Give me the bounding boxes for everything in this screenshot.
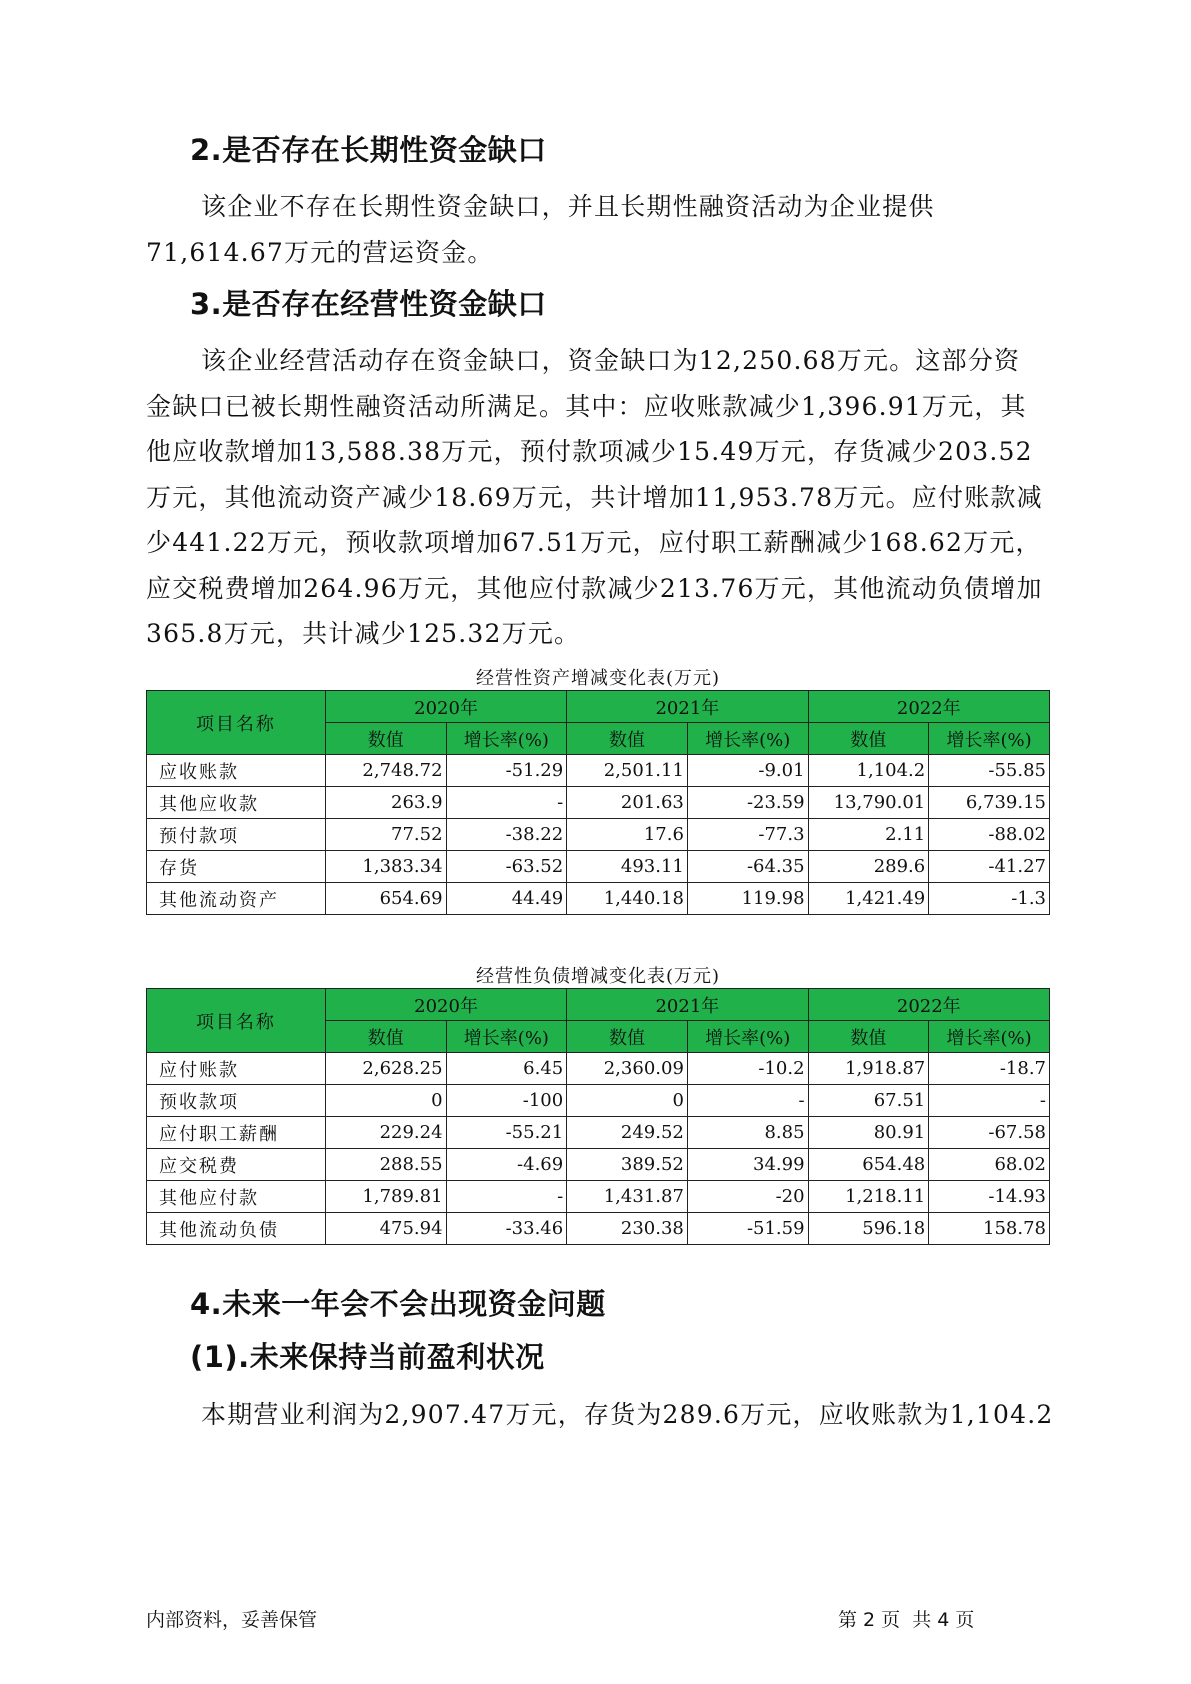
table-row	[147, 787, 1050, 819]
growth-rate-cell: -23.59	[687, 787, 808, 819]
value-cell: 2,501.11	[567, 755, 688, 787]
value-cell: 67.51	[808, 1085, 929, 1117]
value-subheader: 数值	[325, 1021, 446, 1053]
section-2-body: 该企业不存在长期性资金缺口，并且长期性融资活动为企业提供71,614.67万元的营运资金。	[146, 192, 935, 267]
footer-page-number: 第 2 页 共 4 页	[838, 1609, 975, 1631]
table-row	[147, 851, 1050, 883]
growth-rate-cell: -	[446, 1181, 567, 1213]
section-3-body: 该企业经营活动存在资金缺口，资金缺口为12,250.68万元。这部分资金缺口已被长期性融资活动所满足。其中：应收账款减少1,396.91万元，其他应收款增加13,588.38万元，预付款项减少15.49万元，存货减少203.52万元，其他流动资产减少18.69万元，共计增加11,953.78万元。应付账款减少441.22万元，预收款项增加67.51万元，应付职工薪酬减少168.62万元，应交税费增加264.96万元，其他应付款减少213.76万元，其他流动负债增加365.8万元，共计减少125.32万元。	[146, 346, 1043, 648]
value-cell: 475.94	[325, 1213, 446, 1245]
value-cell: 17.6	[567, 819, 688, 851]
growth-rate-cell: 6,739.15	[929, 787, 1050, 819]
value-cell: 230.38	[567, 1213, 688, 1245]
growth-rate-cell: -77.3	[687, 819, 808, 851]
table-row	[147, 1053, 1050, 1085]
growth-rate-cell: -14.93	[929, 1181, 1050, 1213]
assets-table	[146, 690, 1050, 915]
value-cell: 263.9	[325, 787, 446, 819]
value-cell: 0	[567, 1085, 688, 1117]
assets-table-body	[147, 755, 1050, 915]
growth-rate-cell: -55.21	[446, 1117, 567, 1149]
growth-rate-cell: -18.7	[929, 1053, 1050, 1085]
item-name-cell: 预付款项	[147, 819, 326, 851]
growth-rate-cell: -1.3	[929, 883, 1050, 915]
value-cell: 13,790.01	[808, 787, 929, 819]
value-cell: 2.11	[808, 819, 929, 851]
table-row	[147, 1149, 1050, 1181]
value-cell: 654.48	[808, 1149, 929, 1181]
growth-rate-cell: -51.29	[446, 755, 567, 787]
year-header: 2021年	[567, 989, 808, 1021]
item-name-cell: 应交税费	[147, 1149, 326, 1181]
value-cell: 1,104.2	[808, 755, 929, 787]
growth-subheader: 增长率(%)	[687, 1021, 808, 1053]
year-header: 2021年	[567, 691, 808, 723]
item-name-cell: 其他应收款	[147, 787, 326, 819]
value-cell: 1,789.81	[325, 1181, 446, 1213]
table-row	[147, 883, 1050, 915]
value-cell: 1,918.87	[808, 1053, 929, 1085]
growth-rate-cell: -20	[687, 1181, 808, 1213]
assets-table-caption: 经营性资产增减变化表(万元)	[475, 668, 721, 689]
value-cell: 80.91	[808, 1117, 929, 1149]
growth-rate-cell: -10.2	[687, 1053, 808, 1085]
row-header: 项目名称	[147, 691, 326, 755]
growth-rate-cell: -	[929, 1085, 1050, 1117]
value-cell: 1,440.18	[567, 883, 688, 915]
year-header: 2022年	[808, 989, 1049, 1021]
value-cell: 201.63	[567, 787, 688, 819]
year-header: 2020年	[325, 691, 566, 723]
value-cell: 229.24	[325, 1117, 446, 1149]
value-cell: 1,218.11	[808, 1181, 929, 1213]
item-name-cell: 应付账款	[147, 1053, 326, 1085]
value-cell: 249.52	[567, 1117, 688, 1149]
growth-rate-cell: -88.02	[929, 819, 1050, 851]
item-name-cell: 其他应付款	[147, 1181, 326, 1213]
growth-rate-cell: 44.49	[446, 883, 567, 915]
value-cell: 389.52	[567, 1149, 688, 1181]
value-subheader: 数值	[325, 723, 446, 755]
item-name-cell: 预收款项	[147, 1085, 326, 1117]
value-cell: 1,383.34	[325, 851, 446, 883]
footer-confidential-note: 内部资料，妥善保管	[146, 1609, 318, 1631]
item-name-cell: 其他流动负债	[147, 1213, 326, 1245]
value-cell: 1,421.49	[808, 883, 929, 915]
year-header: 2020年	[325, 989, 566, 1021]
value-cell: 1,431.87	[567, 1181, 688, 1213]
section-3-heading: 3.是否存在经营性资金缺口	[190, 287, 547, 321]
growth-rate-cell: 6.45	[446, 1053, 567, 1085]
value-cell: 654.69	[325, 883, 446, 915]
liabilities-table	[146, 988, 1050, 1245]
section-4-1-body: 本期营业利润为2,907.47万元，存货为289.6万元，应收账款为1,104.2	[201, 1400, 1054, 1429]
value-cell: 289.6	[808, 851, 929, 883]
growth-rate-cell: -	[687, 1085, 808, 1117]
year-header: 2022年	[808, 691, 1049, 723]
value-cell: 2,360.09	[567, 1053, 688, 1085]
table-row	[147, 819, 1050, 851]
value-cell: 596.18	[808, 1213, 929, 1245]
value-cell: 2,748.72	[325, 755, 446, 787]
table-row	[147, 1085, 1050, 1117]
growth-rate-cell: -55.85	[929, 755, 1050, 787]
table-row	[147, 1117, 1050, 1149]
growth-rate-cell: 8.85	[687, 1117, 808, 1149]
value-subheader: 数值	[808, 1021, 929, 1053]
value-subheader: 数值	[567, 1021, 688, 1053]
growth-rate-cell: 158.78	[929, 1213, 1050, 1245]
growth-rate-cell: 119.98	[687, 883, 808, 915]
table-row	[147, 1213, 1050, 1245]
growth-rate-cell: -	[446, 787, 567, 819]
value-subheader: 数值	[808, 723, 929, 755]
growth-subheader: 增长率(%)	[687, 723, 808, 755]
growth-rate-cell: -64.35	[687, 851, 808, 883]
item-name-cell: 其他流动资产	[147, 883, 326, 915]
table-row	[147, 755, 1050, 787]
item-name-cell: 应付职工薪酬	[147, 1117, 326, 1149]
growth-rate-cell: -63.52	[446, 851, 567, 883]
growth-subheader: 增长率(%)	[446, 1021, 567, 1053]
growth-subheader: 增长率(%)	[929, 1021, 1050, 1053]
liabilities-table-caption: 经营性负债增减变化表(万元)	[475, 966, 721, 987]
liabilities-table-body	[147, 1053, 1050, 1245]
growth-rate-cell: -51.59	[687, 1213, 808, 1245]
value-cell: 2,628.25	[325, 1053, 446, 1085]
value-subheader: 数值	[567, 723, 688, 755]
value-cell: 288.55	[325, 1149, 446, 1181]
section-4-heading: 4.未来一年会不会出现资金问题	[190, 1287, 606, 1321]
value-cell: 493.11	[567, 851, 688, 883]
growth-rate-cell: 68.02	[929, 1149, 1050, 1181]
table-row	[147, 1181, 1050, 1213]
item-name-cell: 应收账款	[147, 755, 326, 787]
growth-rate-cell: -67.58	[929, 1117, 1050, 1149]
growth-rate-cell: -100	[446, 1085, 567, 1117]
section-4-1-heading: (1).未来保持当前盈利状况	[190, 1340, 545, 1374]
value-cell: 77.52	[325, 819, 446, 851]
growth-subheader: 增长率(%)	[929, 723, 1050, 755]
growth-rate-cell: -4.69	[446, 1149, 567, 1181]
growth-rate-cell: -9.01	[687, 755, 808, 787]
growth-rate-cell: -41.27	[929, 851, 1050, 883]
growth-subheader: 增长率(%)	[446, 723, 567, 755]
row-header: 项目名称	[147, 989, 326, 1053]
item-name-cell: 存货	[147, 851, 326, 883]
value-cell: 0	[325, 1085, 446, 1117]
growth-rate-cell: -38.22	[446, 819, 567, 851]
section-2-heading: 2.是否存在长期性资金缺口	[190, 133, 547, 167]
growth-rate-cell: -33.46	[446, 1213, 567, 1245]
growth-rate-cell: 34.99	[687, 1149, 808, 1181]
